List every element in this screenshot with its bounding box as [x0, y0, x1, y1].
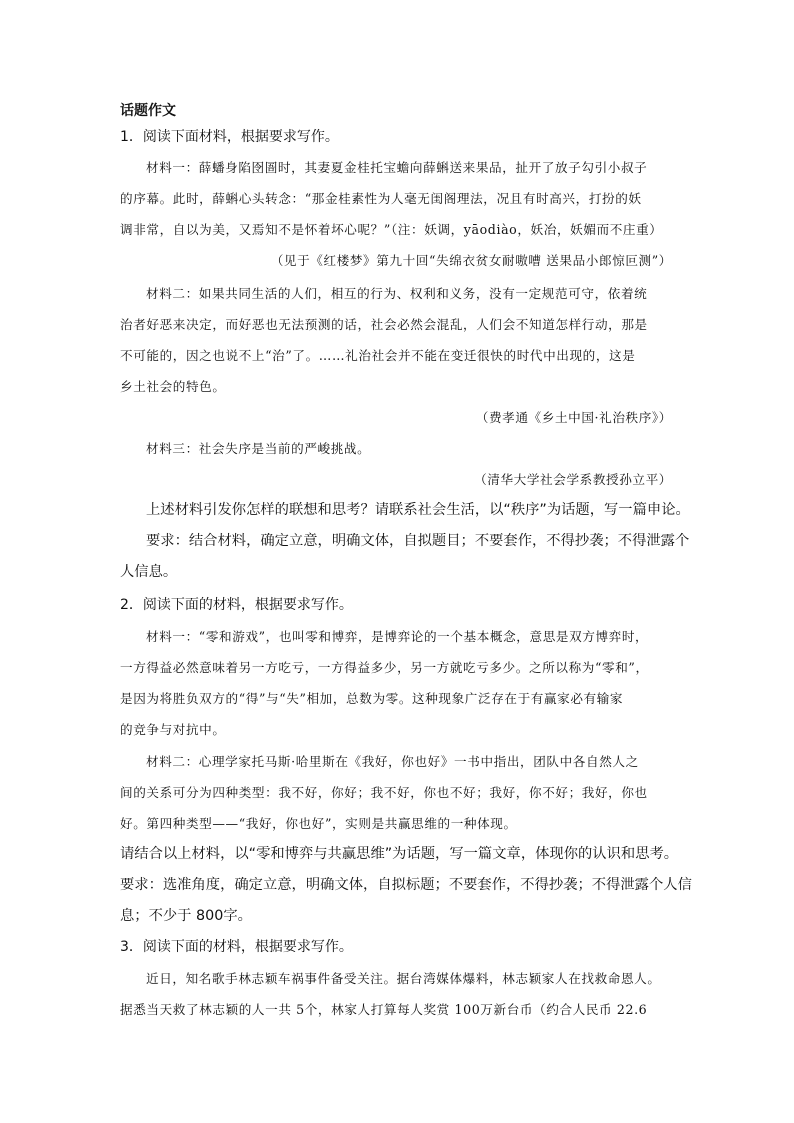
q1-material-1-source: （见于《红楼梦》第九十回“失绵衣贫女耐嗷嘈 送果品小郎惊叵测”）: [270, 253, 672, 268]
q2-material-2-line-1: 材料二：心理学家托马斯·哈里斯在《我好，你也好》一书中指出，团队中各自然人之: [146, 754, 639, 769]
q2-material-1-line-3: 是因为将胜负双方的“得”与“失”相加，总数为零。这种现象广泛存在于有赢家必有输家: [120, 691, 624, 706]
q3-material-line-2: 据悉当天救了林志颖的人一共 5个，林家人打算每人奖赏 100万新台币（约合人民币 22.6: [120, 1002, 648, 1017]
q2-material-2-line-3: 好。第四种类型——“我好，你也好”，实则是共赢思维的一种体现。: [120, 816, 517, 831]
q2-material-1-line-1: 材料一：“零和游戏”，也叫零和博弈，是博弈论的一个基本概念，意思是双方博弈时，: [146, 629, 649, 644]
q1-requirements-line-1: 要求：结合材料，确定立意，明确文体，自拟题目；不要套作，不得抄袭；不得泄露个: [146, 533, 690, 549]
q1-material-3-source: （清华大学社会学系教授孙立平）: [474, 472, 672, 487]
q1-material-3: 材料三：社会失序是当前的严峻挑战。: [146, 441, 371, 456]
q1-material-1-line-3: 调非常，自以为美，又焉知不是怀着坏心呢？”（注：妖调，yāodiào，妖冶，妖媚而不庄重）: [120, 222, 663, 237]
q3-material-line-1: 近日，知名歌手林志颖车祸事件备受关注。据台湾媒体爆料，林志颖家人在找救命恩人。: [146, 971, 661, 986]
q1-material-2-line-4: 乡土社会的特色。: [120, 379, 226, 394]
q1-prompt: 上述材料引发你怎样的联想和思考？请联系社会生活，以“秩序”为话题，写一篇申论。: [146, 502, 690, 518]
q1-material-2-line-2: 治者好恶来决定，而好恶也无法预测的话，社会必然会混乱，人们会不知道怎样行动，那是: [120, 317, 648, 332]
q2-prompt: 请结合以上材料，以“零和博弈与共赢思维”为话题，写一篇文章，体现你的认识和思考。: [120, 846, 679, 862]
q1-material-1-line-1: 材料一：薛蟠身陷囹圄时，其妻夏金桂托宝蟾向薛蝌送来果品，扯开了放子勾引小叔子: [146, 160, 648, 175]
q2-material-1-line-4: 的竞争与对抗中。: [120, 722, 226, 737]
q1-material-2-line-1: 材料二：如果共同生活的人们，相互的行为、权利和义务，没有一定规范可守，依着统: [146, 286, 648, 301]
q2-material-2-line-2: 间的关系可分为四种类型：我不好，你好；我不好，你也不好；我好，你不好；我好，你也: [120, 785, 648, 800]
question-3-title: 3．阅读下面的材料，根据要求写作。: [120, 939, 353, 955]
section-heading: 话题作文: [120, 103, 176, 119]
q1-requirements-line-2: 人信息。: [120, 564, 178, 580]
q1-material-2-line-3: 不可能的，因之也说不上“治”了。……礼治社会并不能在变迁很快的时代中出现的，这是: [120, 348, 636, 363]
question-2-title: 2．阅读下面的材料，根据要求写作。: [120, 597, 353, 613]
q2-requirements-line-1: 要求：选准角度，确定立意，明确文体，自拟标题；不要套作，不得抄袭；不得泄露个人信: [120, 877, 692, 893]
question-1-title: 1．阅读下面材料，根据要求写作。: [120, 129, 339, 145]
q2-requirements-line-2: 息；不少于 800字。: [120, 908, 252, 924]
q2-material-1-line-2: 一方得益必然意味着另一方吃亏，一方得益多少，另一方就吃亏多少。之所以称为“零和”，: [120, 660, 649, 675]
q1-material-2-source: （费孝通《乡土中国·礼治秩序》）: [475, 410, 672, 425]
q1-material-1-line-2: 的序幕。此时，薛蝌心头转念：“那金桂素性为人毫无闺阁理法，况且有时高兴，打扮的妖: [120, 191, 642, 206]
